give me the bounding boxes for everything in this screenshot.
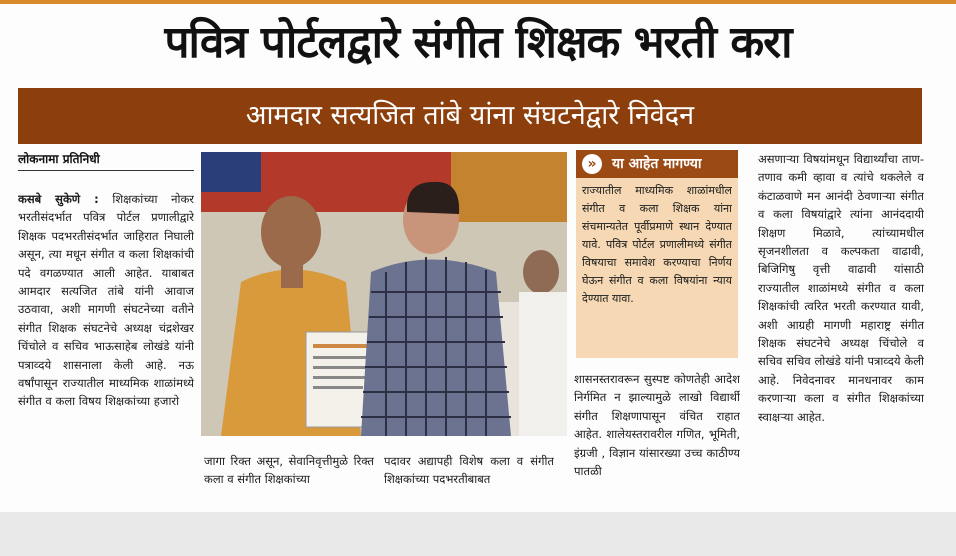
photo-illustration bbox=[201, 152, 567, 436]
demands-box-title: या आहेत मागण्या bbox=[612, 156, 702, 172]
article-photo bbox=[201, 152, 567, 436]
subheadline: आमदार सत्यजित तांबे यांना संघटनेद्वारे निवेदन bbox=[245, 100, 695, 131]
article-column-1 bbox=[18, 190, 194, 490]
article-column-1-text: शिक्षकांच्या नोकर भरतीसंदर्भात पवित्र पोर्टल प्रणालीद्वारे शिक्षक पदभरतीसंदर्भात जाहिरात निघाली असून, त्या मधून संगीत व कला शिक्षकांची पदे वगळण्यात आली आहेत. याबाबत आमदार सत्यजित तांबे यांनी आवाज उठवावा, अशी मागणी संघटनेच्या वतीने संगीत शिक्षक संघटनेचे अध्यक्ष चंद्रशेखर चिंचोले व सचिव भाऊसाहेब लोखंडे यांनी पत्राव्दये शासनाला केली आहे. नऊ वर्षांपासून राज्यातील माध्यमिक शाळांमध्ये संगीत व कला विषय शिक्षकांच्या हजारो bbox=[18, 192, 194, 409]
subheadline-band bbox=[18, 88, 922, 144]
demands-box-text: राज्यातील माध्यमिक शाळांमधील संगीत व कला शिक्षक यांना संचमान्यतेत पूर्वीप्रमाणे स्थान देण्यात यावे. पवित्र पोर्टल प्रणालीमध्ये संगीत विषयाचा समावेश करण्याचा निर्णय घेऊन संगीत व कला विषयांना न्याय देण्यात यावा. bbox=[582, 184, 732, 305]
double-chevron-right-icon: » bbox=[582, 154, 602, 174]
demands-box-header bbox=[576, 150, 738, 178]
byline-rule bbox=[18, 170, 194, 171]
byline: लोकनामा प्रतिनिधी bbox=[18, 152, 100, 166]
dateline-place: कसबे सुकेणे : bbox=[18, 192, 99, 206]
article-column-3-text: पदावर अद्यापही विशेष कला व संगीत शिक्षकांच्या पदभरतीबाबत bbox=[384, 454, 554, 487]
article-column-2-text: जागा रिक्त असून, सेवानिवृत्तीमुळे रिक्त कला व संगीत शिक्षकांच्या bbox=[204, 454, 374, 487]
article-column-4-text: शासनस्तरावरून सुस्पष्ट कोणतेही आदेश निर्गमित न झाल्यामुळे लाखो विद्यार्थी संगीत शिक्षणापासून वंचित राहात आहेत. शालेयस्तरावरील गणित, भूमिती, इंग्रजी , विज्ञान यांसारख्या उच्च काठीण्य पातळी bbox=[574, 372, 740, 479]
article-column-5-text: असणाऱ्या विषयांमधून विद्यार्थ्यांचा ताण-तणाव कमी व्हावा व त्यांचे थकलेले व कंटाळवाणे मन आनंदी ठेवणाऱ्या संगीत व कला विषयांद्वारे त्यांना आनंददायी शिक्षण मिळावे, त्यांच्यामधील सृजनशीलता व कल्पकता वाढावी, बिजिगिषु वृत्ती वाढावी यांसाठी राज्यातील शाळांमध्ये संगीत व कला शिक्षकांची त्वरित भरती करण्यात यावी, अशी आग्रही मागणी महाराष्ट्र संगीत शिक्षक संघटनेचे अध्यक्ष चिंचोले व सचिव सचिव लोखंडे यांनी पत्राव्दये केली आहे. निवेदनावर मानधनावर काम करणाऱ्या कला व संगीत शिक्षकांच्या स्वाक्षऱ्या आहेत. bbox=[758, 152, 924, 424]
headline: पवित्र पोर्टलद्वारे संगीत शिक्षक भरती करा bbox=[164, 17, 792, 68]
top-rule bbox=[0, 0, 956, 4]
demands-box bbox=[576, 178, 738, 358]
